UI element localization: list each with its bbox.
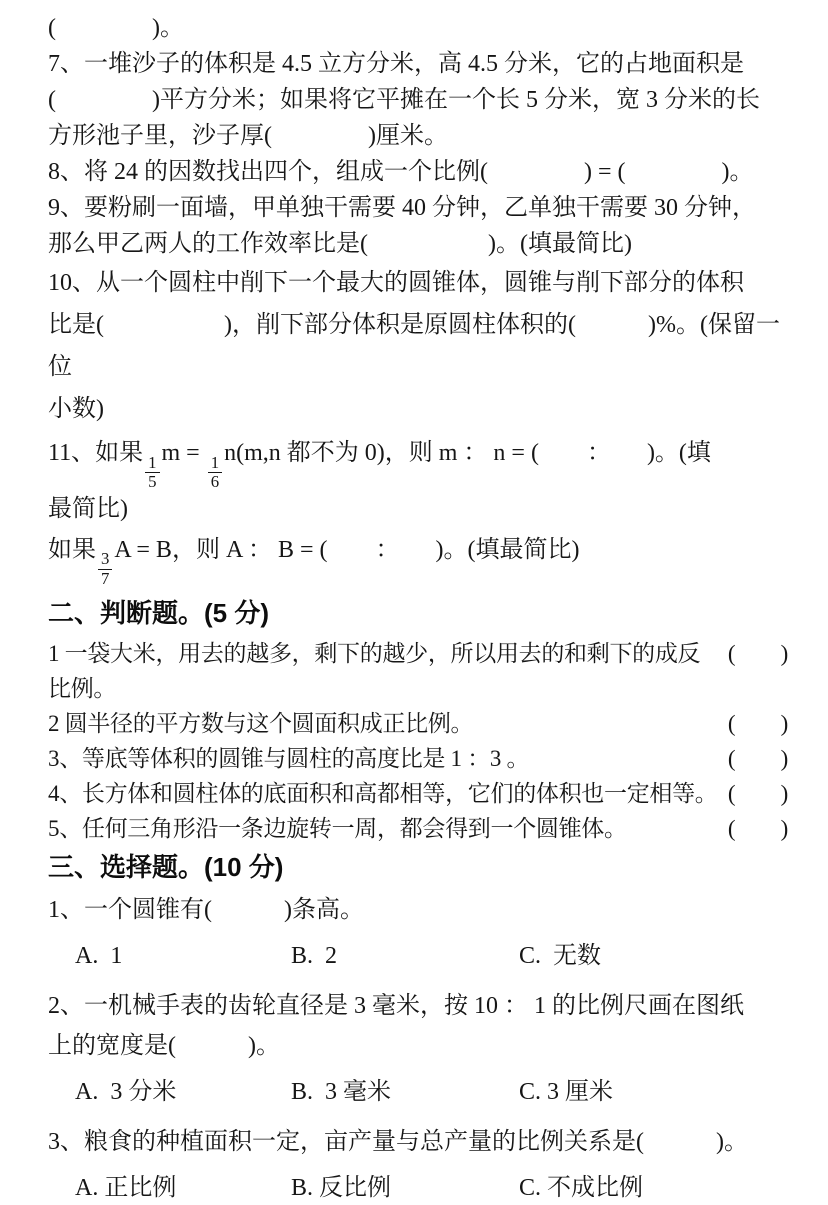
question-11-mid: m =	[161, 440, 206, 466]
option-c: C. 不成比例	[519, 1174, 644, 1201]
question-10	[48, 262, 788, 430]
answer-parentheses: ( )	[727, 780, 788, 806]
question-11b-prefix: 如果	[48, 536, 96, 563]
answer-parentheses: ( )	[727, 745, 788, 771]
question-11-suffix: n(m,n 都不为 0)，则 m ： n = ( ： )。(填	[224, 440, 711, 466]
question-11-line-1	[48, 430, 788, 491]
question-7-line-3: 方形池子里，沙子厚( )厘米。	[48, 123, 448, 149]
fraction-denominator: 6	[210, 471, 220, 491]
question-10-line-2: 比是( )，削下部分体积是原圆柱体积的( )%。(保留一位	[48, 312, 780, 380]
judge-item-text: 1 一袋大米，用去的越多，剩下的越少，所以用去的和剩下的成反比例。	[48, 640, 701, 701]
answer-parentheses: ( )	[727, 640, 788, 666]
question-11-prefix: 11、如果	[48, 440, 144, 466]
fraction-denominator: 7	[101, 568, 110, 588]
fraction-three-sevenths	[98, 550, 112, 587]
previous-question-tail-blank: ( )。	[48, 15, 184, 41]
question-10-line-1: 10、从一个圆柱中削下一个最大的圆锥体，圆锥与削下部分的体积	[48, 270, 744, 296]
option-b: B. 2	[291, 942, 338, 969]
judge-item-2	[48, 706, 788, 741]
judge-item-3	[48, 741, 788, 776]
choice-section-heading: 三、选择题。(10 分)	[48, 851, 284, 882]
question-11b-suffix: A = B，则 A ： B = ( ： )。(填最简比)	[114, 536, 580, 563]
fraction-numerator: 1	[145, 454, 159, 473]
choice-question-3-options	[48, 1171, 788, 1205]
judge-item-text: 3、等底等体积的圆锥与圆柱的高度比是 1 ：3 。	[48, 745, 530, 771]
question-11-line-2: 最简比)	[48, 495, 128, 522]
question-7-line-2: ( )平方分米；如果将它平摊在一个长 5 分米，宽 3 分米的长	[48, 87, 760, 113]
question-11	[48, 430, 788, 588]
answer-parentheses: ( )	[727, 815, 788, 841]
judge-item-4	[48, 776, 788, 811]
choice-section	[48, 850, 788, 1205]
fraction-denominator: 5	[148, 471, 157, 491]
option-b: B. 反比例	[291, 1174, 392, 1201]
question-10-line-3: 小数)	[48, 396, 104, 422]
choice-question-2-options	[48, 1075, 788, 1109]
judge-item-text: 2 圆半径的平方数与这个圆面积成正比例。	[48, 710, 474, 736]
judge-item-1	[48, 636, 788, 706]
choice-question-3: 3、粮食的种植面积一定，亩产量与总产量的比例关系是( )。	[48, 1128, 748, 1155]
judge-item-5	[48, 811, 788, 846]
question-11-line-3	[48, 527, 788, 588]
choice-question-1: 1、一个圆锥有( )条高。	[48, 896, 364, 923]
choice-question-1-options	[48, 939, 788, 973]
option-b: B. 3 毫米	[291, 1078, 392, 1105]
choice-question-2-line-2: 上的宽度是( )。	[48, 1032, 280, 1059]
option-a: A. 1	[75, 942, 123, 969]
option-c: C. 3 厘米	[519, 1078, 614, 1105]
answer-parentheses: ( )	[727, 710, 788, 736]
question-8: 8、将 24 的因数找出四个，组成一个比例( ) = ( )。	[48, 159, 754, 185]
judge-item-text: 4、长方体和圆柱体的底面积和高都相等，它们的体积也一定相等。	[48, 780, 718, 806]
fraction-one-fifth	[145, 454, 159, 491]
judge-section-heading: 二、判断题。(5 分)	[48, 597, 270, 628]
option-c: C. 无数	[519, 942, 602, 969]
choice-question-2-line-1: 2、一机械手表的齿轮直径是 3 毫米，按 10 ： 1 的比例尺画在图纸	[48, 992, 744, 1019]
fraction-numerator: 1	[208, 454, 222, 473]
judge-section	[48, 596, 788, 846]
question-7-line-1: 7、一堆沙子的体积是 4.5 立方分米，高 4.5 分米，它的占地面积是	[48, 51, 744, 77]
fill-in-section	[48, 10, 788, 588]
option-a: A. 3 分米	[75, 1078, 177, 1105]
judge-item-text: 5、任何三角形沿一条边旋转一周，都会得到一个圆锥体。	[48, 815, 627, 841]
fraction-numerator: 3	[98, 550, 112, 569]
question-9-line-1: 9、要粉刷一面墙，甲单独干需要 40 分钟，乙单独干需要 30 分钟，	[48, 195, 756, 221]
question-9-line-2: 那么甲乙两人的工作效率比是( )。(填最简比)	[48, 231, 632, 257]
fraction-one-sixth	[208, 454, 222, 491]
option-a: A. 正比例	[75, 1174, 177, 1201]
